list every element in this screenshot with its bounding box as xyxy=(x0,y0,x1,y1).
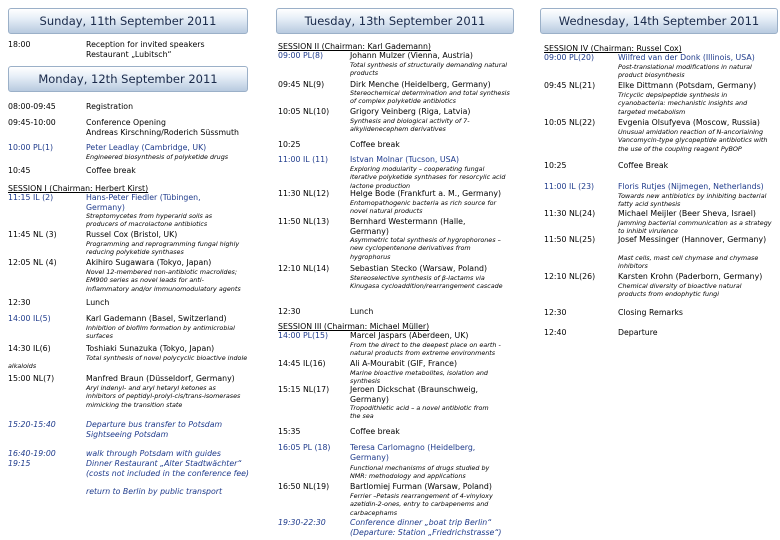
talk-title: Chemical diversity of bioactive natural products from endophytic fungi xyxy=(618,282,742,299)
time: 10:45 xyxy=(8,166,31,175)
speaker: Istvan Molnar (Tucson, USA) xyxy=(350,155,460,164)
speaker: Michael Meijler (Beer Sheva, Israel) xyxy=(618,209,756,218)
talk-title: Unusual amidation reaction of N-ancorlaining Vancomycin-type glycopeptide antibiotics with the use of the coupling reagent PyBOP xyxy=(618,128,768,153)
time: 18:00 xyxy=(8,40,31,49)
excursion: (costs not included in the conference fee) xyxy=(86,469,249,478)
time: 11:45 NL (3) xyxy=(8,230,57,239)
speaker: Evgenia Olsufyeva (Moscow, Russia) xyxy=(618,118,760,127)
talk-title: Tricyclic depsipeptide synthesis in cyanobacteria: mechanistic insights and targeted metabolism xyxy=(618,91,748,116)
talk-title: Engineered biosynthesis of polyketide drugs xyxy=(86,153,229,161)
item: Registration xyxy=(86,102,134,111)
speaker: Peter Leadlay (Cambridge, UK) xyxy=(86,143,207,152)
item: Coffee Break xyxy=(618,161,669,170)
time: 16:05 PL (18) xyxy=(278,443,331,452)
time: 12:40 xyxy=(544,328,567,337)
talk-title: Functional mechanisms of drugs studied by NMR: methodology and applications xyxy=(350,464,490,481)
speaker: Toshiaki Sunazuka (Tokyo, Japan) xyxy=(86,344,215,353)
time: 16:50 NL(19) xyxy=(278,482,330,491)
event: (Departure: Station „Friedrichstrasse“) xyxy=(350,528,502,537)
speaker: Akihiro Sugawara (Tokyo, Japan) xyxy=(86,258,212,267)
talk-title: Inhibition of biofilm formation by antimicrobial surfaces xyxy=(86,324,235,341)
time: 14:45 IL(16) xyxy=(278,359,326,368)
talk-title: Aryl indenyl- and aryl hetaryl ketones as inhibitors of peptidyl-prolyl-cis/trans-isomerases mimicking the transition state xyxy=(86,384,241,409)
item: Coffee break xyxy=(350,140,400,149)
talk-title: Mast cells, mast cell chymase and chymase inhibitors xyxy=(618,254,759,271)
speaker: Dirk Menche (Heidelberg, Germany) xyxy=(350,80,491,89)
time: 08:00-09:45 xyxy=(8,102,56,111)
time: 11:15 IL (2) xyxy=(8,193,54,202)
session-heading: SESSION II (Chairman: Karl Gademann) xyxy=(278,42,431,51)
speaker: Wilfred van der Donk (Illinois, USA) xyxy=(618,53,755,62)
item: Coffee break xyxy=(86,166,136,175)
excursion: return to Berlin by public transport xyxy=(86,487,223,496)
excursion: walk through Potsdam with guides xyxy=(86,449,221,458)
speaker: Sebastian Stecko (Warsaw, Poland) xyxy=(350,264,488,273)
item: Andreas Kirschning/Roderich Süssmuth xyxy=(86,128,239,137)
time: 11:30 NL(24) xyxy=(544,209,596,218)
speaker: Ali A-Mourabit (GIF, France) xyxy=(350,359,457,368)
speaker: Hans-Peter Fiedler (Tübingen, Germany) xyxy=(86,193,201,212)
day-header-monday: Monday, 12th September 2011 xyxy=(8,66,248,92)
speaker: Manfred Braun (Düsseldorf, Germany) xyxy=(86,374,235,383)
speaker: Marcel Jaspars (Aberdeen, UK) xyxy=(350,331,469,340)
time: 10:25 xyxy=(278,140,301,149)
excursion: Departure bus transfer to Potsdam xyxy=(86,420,223,429)
time: 10:05 NL(22) xyxy=(544,118,596,127)
time: 12:30 xyxy=(544,308,567,317)
excursion: Sightseeing Potsdam xyxy=(86,430,169,439)
item: Coffee break xyxy=(350,427,400,436)
item: Restaurant „Lubitsch“ xyxy=(86,50,172,59)
talk-title: Jamming bacterial communication as a strategy to inhibit virulence xyxy=(618,219,772,236)
time: 19:30-22:30 xyxy=(278,518,326,527)
day-header-wednesday: Wednesday, 14th September 2011 xyxy=(540,8,778,34)
talk-title: Tropodithietic acid – a novel antibiotic from the sea xyxy=(350,404,489,421)
time: 12:30 xyxy=(278,307,301,316)
time: 09:45-10:00 xyxy=(8,118,56,127)
time: 12:30 xyxy=(8,298,31,307)
speaker: Bernhard Westermann (Halle, Germany) xyxy=(350,217,466,236)
time: 15:15 NL(17) xyxy=(278,385,330,394)
time: 12:10 NL(26) xyxy=(544,272,596,281)
talk-title: Streptomycetes from hyperarid soils as producers of macrolactone antibiotics xyxy=(86,212,213,229)
time: 15:20-15:40 xyxy=(8,420,56,429)
talk-title: Marine bioactive metabolites, isolation and synthesis xyxy=(350,369,488,386)
time: 11:50 NL(13) xyxy=(278,217,330,226)
speaker: Elke Dittmann (Potsdam, Germany) xyxy=(618,81,757,90)
speaker: Floris Rutjes (Nijmegen, Netherlands) xyxy=(618,182,764,191)
talk-title: Towards new antibiotics by inhibiting bacterial fatty acid synthesis xyxy=(618,192,767,209)
excursion: Dinner Restaurant „Alter Stadtwächter“ xyxy=(86,459,242,468)
time: 14:00 PL(15) xyxy=(278,331,328,340)
speaker: Josef Messinger (Hannover, Germany) xyxy=(618,235,767,244)
speaker: Karl Gademann (Basel, Switzerland) xyxy=(86,314,227,323)
time: 09:00 PL(20) xyxy=(544,53,594,62)
session-heading: SESSION IV (Chairman: Russel Cox) xyxy=(544,44,682,53)
speaker: Helge Bode (Frankfurt a. M., Germany) xyxy=(350,189,501,198)
time: 11:30 NL(12) xyxy=(278,189,330,198)
speaker: Karsten Krohn (Paderborn, Germany) xyxy=(618,272,763,281)
time: 19:15 xyxy=(8,459,31,468)
talk-title: Ferrier –Petasis rearrangement of 4-vinyloxy azetidin-2-ones, entry to carbapenems and carbacephams xyxy=(350,492,493,517)
time: 12:10 NL(14) xyxy=(278,264,330,273)
time: 11:00 IL (11) xyxy=(278,155,329,164)
talk-title: Novel 12-membered non-antibiotic macrolides; EM900 series as novel leads for anti-inflammatory and/or immunomodulatory agents xyxy=(86,268,241,293)
talk-title: Stereoselective synthesis of β-lactams via Kinugasa cycloaddition/rearrangement cascade xyxy=(350,274,503,291)
time: 15:00 NL(7) xyxy=(8,374,55,383)
time: 09:45 NL(9) xyxy=(278,80,325,89)
time: 16:40-19:00 xyxy=(8,449,56,458)
time: 10:05 NL(10) xyxy=(278,107,330,116)
talk-title: Total synthesis of novel polycyclic bioactive indole alkaloids xyxy=(8,354,248,371)
talk-title: From the direct to the deepest place on earth - natural products from extreme environments xyxy=(350,341,501,358)
speaker: Bartlomiej Furman (Warsaw, Poland) xyxy=(350,482,492,491)
talk-title: Post-translational modifications in natural product biosynthesis xyxy=(618,63,752,80)
item: Lunch xyxy=(86,298,110,307)
time: 09:45 NL(21) xyxy=(544,81,596,90)
item: Closing Remarks xyxy=(618,308,683,317)
talk-title: Asymmetric total synthesis of hygrophorones – new cyclopentenone derivatives from hygrophorus xyxy=(350,236,501,261)
talk-title: Stereochemical determination and total synthesis of complex polyketide antibiotics xyxy=(350,89,510,106)
speaker: Johann Mulzer (Vienna, Austria) xyxy=(350,51,473,60)
time: 11:50 NL(25) xyxy=(544,235,596,244)
time: 10:25 xyxy=(544,161,567,170)
time: 10:00 PL(1) xyxy=(8,143,54,152)
talk-title: Total synthesis of structurally demanding natural products xyxy=(350,61,508,78)
talk-title: Exploring modularity – cooperating fungal iterative polyketide synthases for resorcylic acid lactone production xyxy=(350,165,506,190)
time: 11:00 IL (23) xyxy=(544,182,595,191)
event: Conference dinner „boat trip Berlin“ xyxy=(350,518,492,527)
item: Departure xyxy=(618,328,658,337)
session-heading: SESSION III (Chairman: Michael Müller) xyxy=(278,322,430,331)
item: Conference Opening xyxy=(86,118,166,127)
speaker: Russel Cox (Bristol, UK) xyxy=(86,230,178,239)
time: 09:00 PL(8) xyxy=(278,51,324,60)
speaker: Jeroen Dickschat (Braunschweig, Germany) xyxy=(350,385,479,404)
talk-title: Programming and reprogramming fungal highly reducing polyketide synthases xyxy=(86,240,240,257)
talk-title: Entomopathogenic bacteria as rich source for novel natural products xyxy=(350,199,497,216)
speaker: Teresa Carlomagno (Heidelberg, Germany) xyxy=(350,443,476,462)
talk-title: Synthesis and biological activity of 7-alkylidenecephem derivatives xyxy=(350,117,470,134)
speaker: Grigory Veinberg (Riga, Latvia) xyxy=(350,107,471,116)
session-heading: SESSION I (Chairman: Herbert Kirst) xyxy=(8,184,149,193)
time: 12:05 NL (4) xyxy=(8,258,57,267)
day-header-tuesday: Tuesday, 13th September 2011 xyxy=(276,8,514,34)
item: Reception for invited speakers xyxy=(86,40,205,49)
time: 14:30 IL(6) xyxy=(8,344,51,353)
time: 15:35 xyxy=(278,427,301,436)
item: Lunch xyxy=(350,307,374,316)
day-header-sunday: Sunday, 11th September 2011 xyxy=(8,8,248,34)
time: 14:00 IL(5) xyxy=(8,314,51,323)
